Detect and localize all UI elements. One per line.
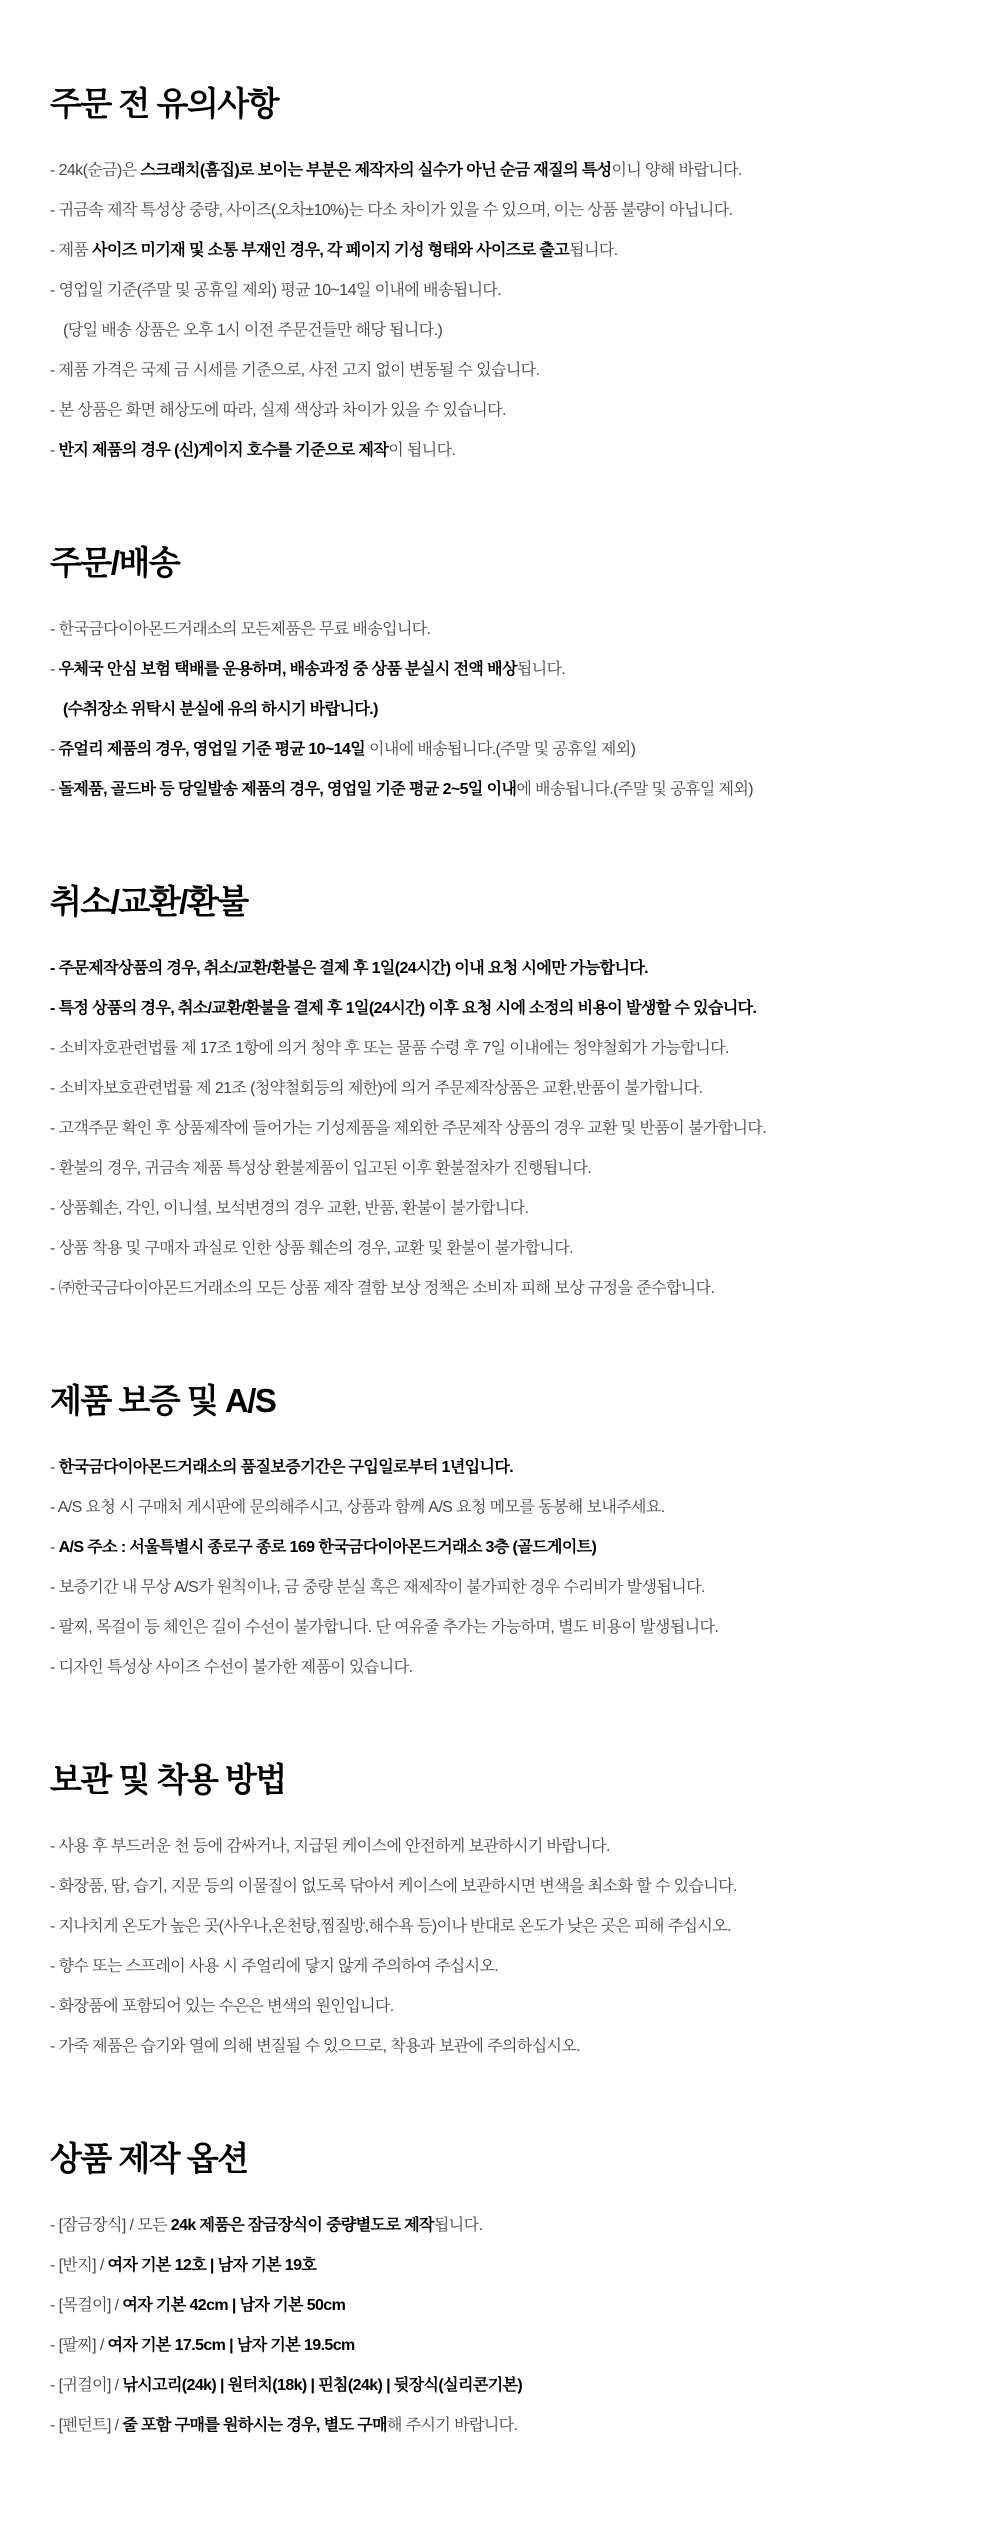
notice-text-emphasis: - 주문제작상품의 경우, 취소/교환/환불은 결제 후 1일(24시간) 이내 요청 시에만 가능합니다. bbox=[50, 960, 649, 977]
notice-line bbox=[50, 1958, 952, 1975]
notice-line bbox=[50, 2257, 952, 2274]
notice-line bbox=[50, 402, 952, 419]
notice-text-emphasis: 쥬얼리 제품의 경우, 영업일 기준 평균 10~14일 bbox=[58, 741, 366, 758]
notice-line bbox=[50, 2377, 952, 2394]
notice-text-emphasis: 여자 기본 42cm | 남자 기본 50cm bbox=[122, 2297, 346, 2314]
notice-line bbox=[50, 1000, 952, 1017]
notice-text: - 상품훼손, 각인, 이니셜, 보석변경의 경우 교환, 반품, 환불이 불가합니다. bbox=[50, 1200, 529, 1217]
section-title: 주문/배송 bbox=[50, 544, 180, 581]
notice-line bbox=[50, 1120, 952, 1137]
notice-text: - 한국금다이아몬드거래소의 모든제품은 무료 배송입니다. bbox=[50, 621, 431, 638]
notice-text-emphasis: (수취장소 위탁시 분실에 유의 하시기 바랍니다.) bbox=[63, 701, 378, 718]
notice-text: - 영업일 기준(주말 및 공휴일 제외) 평균 10~14일 이내에 배송됩니다. bbox=[50, 282, 502, 299]
notice-line bbox=[50, 781, 952, 798]
notice-line bbox=[50, 2297, 952, 2314]
notice-section bbox=[50, 1762, 952, 2055]
notice-text-emphasis: 돌제품, 골드바 등 당일발송 제품의 경우, 영업일 기준 평균 2~5일 이내 bbox=[58, 781, 517, 798]
notice-text: - [귀걸이] / bbox=[50, 2377, 123, 2394]
notice-line bbox=[50, 1918, 952, 1935]
notice-line bbox=[50, 661, 952, 678]
notice-line bbox=[50, 2038, 952, 2055]
notice-line bbox=[50, 2417, 952, 2434]
notice-line bbox=[50, 1998, 952, 2015]
section-title: 상품 제작 옵션 bbox=[50, 2140, 248, 2177]
notice-text-emphasis: 여자 기본 17.5cm | 남자 기본 19.5cm bbox=[107, 2337, 355, 2354]
notice-line bbox=[50, 1659, 952, 1676]
notice-line bbox=[50, 1539, 952, 1556]
notice-text-emphasis: 낚시고리(24k) | 원터치(18k) | 핀침(24k) | 뒷장식(실리콘기본) bbox=[122, 2377, 523, 2394]
notice-text-emphasis: A/S 주소 : 서울특별시 종로구 종로 169 한국금다이아몬드거래소 3층 (골드게이트) bbox=[58, 1539, 597, 1556]
notice-line bbox=[50, 621, 952, 638]
notice-text: 해 주시기 바랍니다. bbox=[387, 2417, 518, 2434]
notice-text: - 화장품에 포함되어 있는 수은은 변색의 원인입니다. bbox=[50, 1998, 394, 2015]
notice-line bbox=[50, 162, 952, 179]
notice-line bbox=[50, 1499, 952, 1516]
notice-section bbox=[50, 1383, 952, 1676]
notice-text: 이 됩니다. bbox=[388, 442, 456, 459]
notice-text-emphasis: - 특정 상품의 경우, 취소/교환/환불을 결제 후 1일(24시간) 이후 요청 시에 소정의 비용이 발생할 수 있습니다. bbox=[50, 1000, 757, 1017]
notice-line bbox=[50, 1459, 952, 1476]
notice-text-emphasis: 반지 제품의 경우 (신)게이지 호수를 기준으로 제작 bbox=[58, 442, 389, 459]
notice-line bbox=[50, 960, 952, 977]
notice-text-emphasis: 우체국 안심 보험 택배를 운용하며, 배송과정 중 상품 분실시 전액 배상 bbox=[58, 661, 517, 678]
notice-text: - [반지] / bbox=[50, 2257, 108, 2274]
notice-text: - 향수 또는 스프레이 사용 시 주얼리에 닿지 않게 주의하여 주십시오. bbox=[50, 1958, 499, 1975]
notice-text: - 지나치게 온도가 높은 곳(사우나,온천탕,찜질방,해수욕 등)이나 반대로 온도가 낮은 곳은 피해 주십시오. bbox=[50, 1918, 731, 1935]
notice-text: - [팔찌] / bbox=[50, 2337, 108, 2354]
notice-line bbox=[50, 442, 952, 459]
section-title: 보관 및 착용 방법 bbox=[50, 1761, 286, 1798]
notice-text-emphasis: 줄 포함 구매를 원하시는 경우, 별도 구매 bbox=[122, 2417, 387, 2434]
notice-text-emphasis: 한국금다이아몬드거래소의 품질보증기간은 구입일로부터 1년입니다. bbox=[58, 1459, 514, 1476]
notice-line bbox=[50, 1619, 952, 1636]
notice-section bbox=[50, 545, 952, 798]
notice-line bbox=[50, 322, 952, 339]
notice-text: - bbox=[50, 781, 59, 798]
notice-text: - 사용 후 부드러운 천 등에 감싸거나, 지급된 케이스에 안전하게 보관하시기 바랍니다. bbox=[50, 1838, 610, 1855]
notice-text: - A/S 요청 시 구매처 게시판에 문의해주시고, 상품과 함께 A/S 요청 메모를 동봉해 보내주세요. bbox=[50, 1499, 665, 1516]
notice-line bbox=[50, 1579, 952, 1596]
notice-text: - bbox=[50, 1459, 59, 1476]
notice-text: - 팔찌, 목걸이 등 체인은 길이 수선이 불가합니다. 단 여유줄 추가는 가능하며, 별도 비용이 발생됩니다. bbox=[50, 1619, 719, 1636]
notice-text-emphasis: 24k 제품은 잠금장식이 중량별도로 제작 bbox=[170, 2217, 434, 2234]
notice-line bbox=[50, 362, 952, 379]
notice-text: - 24k(순금)은 bbox=[50, 162, 141, 179]
notice-text: - 고객주문 확인 후 상품제작에 들어가는 기성제품을 제외한 주문제작 상품의 경우 교환 및 반품이 불가합니다. bbox=[50, 1120, 767, 1137]
notice-text: - 화장품, 땀, 습기, 지문 등의 이물질이 없도록 닦아서 케이스에 보관하시면 변색을 최소화 할 수 있습니다. bbox=[50, 1878, 737, 1895]
notice-text: 됩니다. bbox=[569, 242, 618, 259]
notice-text: - bbox=[50, 741, 59, 758]
notice-text-emphasis: 사이즈 미기재 및 소통 부재인 경우, 각 페이지 기성 형태와 사이즈로 출고 bbox=[92, 242, 570, 259]
notice-text: - [목걸이] / bbox=[50, 2297, 123, 2314]
notice-text: - [펜던트] / bbox=[50, 2417, 123, 2434]
notice-line bbox=[50, 242, 952, 259]
notice-text: 이니 양해 바랍니다. bbox=[611, 162, 742, 179]
notice-line bbox=[50, 1080, 952, 1097]
notice-text: 됩니다. bbox=[516, 661, 566, 678]
section-title: 취소/교환/환불 bbox=[50, 883, 248, 920]
notice-text: - 환불의 경우, 귀금속 제품 특성상 환불제품이 입고된 이후 환불절차가 진행됩니다. bbox=[50, 1160, 592, 1177]
notice-text: - 상품 착용 및 구매자 과실로 인한 상품 훼손의 경우, 교환 및 환불이 불가합니다. bbox=[50, 1240, 573, 1257]
notice-line bbox=[50, 2217, 952, 2234]
notice-text: - 귀금속 제작 특성상 중량, 사이즈(오차±10%)는 다소 차이가 있을 수 있으며, 이는 상품 불량이 아닙니다. bbox=[50, 202, 733, 219]
notice-text: - bbox=[50, 442, 59, 459]
notice-line bbox=[50, 1240, 952, 1257]
notice-line bbox=[50, 741, 952, 758]
notice-line bbox=[50, 1040, 952, 1057]
notice-line bbox=[50, 202, 952, 219]
notice-line bbox=[50, 282, 952, 299]
notice-text: - ㈜한국금다이아몬드거래소의 모든 상품 제작 결함 보상 정책은 소비자 피해 보상 규정을 준수합니다. bbox=[50, 1280, 715, 1297]
notice-section bbox=[50, 884, 952, 1297]
notice-text-emphasis: 여자 기본 12호 | 남자 기본 19호 bbox=[107, 2257, 317, 2274]
notice-sections-container bbox=[50, 86, 952, 2434]
notice-section bbox=[50, 2141, 952, 2434]
notice-section bbox=[50, 86, 952, 459]
notice-text: 됩니다. bbox=[433, 2217, 483, 2234]
notice-text: - 디자인 특성상 사이즈 수선이 불가한 제품이 있습니다. bbox=[50, 1659, 413, 1676]
section-title: 제품 보증 및 A/S bbox=[50, 1382, 276, 1419]
notice-text: 이내에 배송됩니다.(주말 및 공휴일 제외) bbox=[365, 741, 636, 758]
notice-line bbox=[50, 1280, 952, 1297]
notice-line bbox=[50, 1838, 952, 1855]
notice-text: 에 배송됩니다.(주말 및 공휴일 제외) bbox=[516, 781, 753, 798]
notice-line bbox=[50, 1160, 952, 1177]
notice-text-emphasis: 스크래치(흠집)로 보이는 부분은 제작자의 실수가 아닌 순금 재질의 특성 bbox=[140, 162, 612, 179]
notice-text: (당일 배송 상품은 오후 1시 이전 주문건들만 해당 됩니다.) bbox=[63, 322, 443, 339]
notice-text: - 제품 bbox=[50, 242, 93, 259]
notice-line bbox=[50, 1200, 952, 1217]
notice-line bbox=[50, 701, 952, 718]
notice-text: - 소비자보호관련법률 제 21조 (청약철회등의 제한)에 의거 주문제작상품은 교환,반품이 불가합니다. bbox=[50, 1080, 703, 1097]
notice-text: - 제품 가격은 국제 금 시세를 기준으로, 사전 고지 없이 변동될 수 있습니다. bbox=[50, 362, 540, 379]
notice-line bbox=[50, 2337, 952, 2354]
notice-text: - [잠금장식] / 모든 bbox=[50, 2217, 171, 2234]
notice-line bbox=[50, 1878, 952, 1895]
section-title: 주문 전 유의사항 bbox=[50, 85, 278, 122]
notice-text: - 본 상품은 화면 해상도에 따라, 실제 색상과 차이가 있을 수 있습니다. bbox=[50, 402, 506, 419]
notice-text: - 가죽 제품은 습기와 열에 의해 변질될 수 있으므로, 착용과 보관에 주의하십시오. bbox=[50, 2038, 581, 2055]
notice-text: - bbox=[50, 1539, 59, 1556]
notice-text: - 보증기간 내 무상 A/S가 원칙이나, 금 중량 분실 혹은 재제작이 불가피한 경우 수리비가 발생됩니다. bbox=[50, 1579, 705, 1596]
notice-text: - bbox=[50, 661, 59, 678]
notice-text: - 소비자호관련법률 제 17조 1항에 의거 청약 후 또는 물품 수령 후 7일 이내에는 청약철회가 가능합니다. bbox=[50, 1040, 729, 1057]
